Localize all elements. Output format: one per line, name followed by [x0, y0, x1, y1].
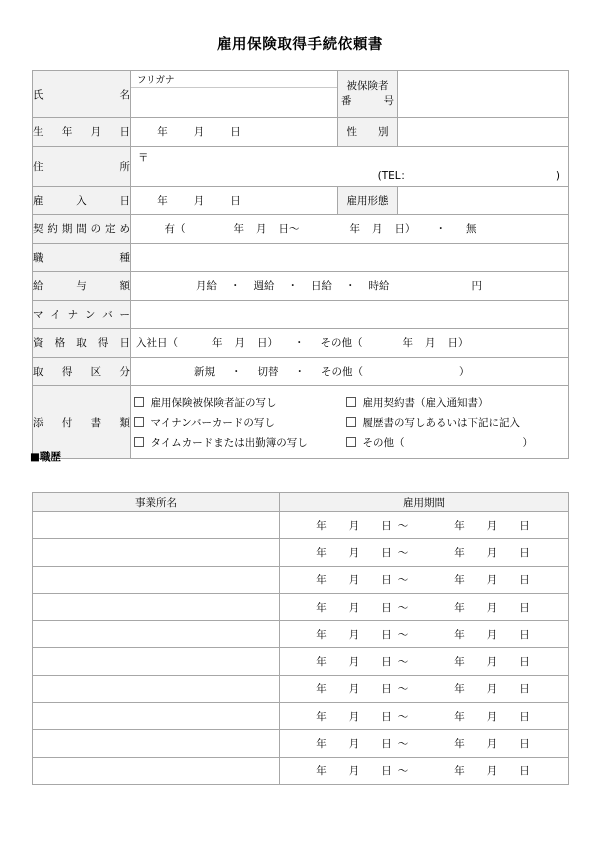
acquisition-type-other-close: ）: [459, 365, 470, 378]
work-history-period-start-month: 月: [348, 710, 360, 723]
qualification-other-year: 年: [402, 337, 413, 350]
work-history-period-end-month: 月: [486, 546, 498, 559]
table-row: [33, 566, 569, 593]
hire-date-input[interactable]: [131, 186, 338, 215]
label-employment-type: 雇用形態: [338, 186, 398, 215]
work-history-period-tilde: ～: [397, 574, 409, 587]
label-hire-date: 雇 入 日: [33, 186, 131, 215]
acquisition-type-new[interactable]: 新規: [194, 365, 215, 378]
work-history-company-input[interactable]: [33, 539, 280, 566]
table-row: [33, 621, 569, 648]
work-history-period-end-day: 日: [519, 683, 530, 696]
employment-insurance-form-table: [32, 70, 569, 459]
hire-date-year-unit: 年: [157, 194, 168, 207]
table-row-my-number: [33, 300, 569, 329]
table-row-name: [33, 71, 569, 118]
contract-term-yes[interactable]: 有（: [164, 223, 186, 236]
work-history-period-tilde: ～: [397, 628, 409, 641]
name-value-cell[interactable]: [131, 71, 338, 118]
work-history-company-input[interactable]: [33, 730, 280, 757]
work-history-period-start-month: 月: [348, 738, 360, 751]
contract-end-year: 年: [349, 223, 360, 236]
work-history-period-start-day: 日: [381, 656, 392, 669]
work-history-period-end-day: 日: [519, 656, 530, 669]
checkbox-icon[interactable]: [346, 397, 356, 407]
work-history-period-tilde: ～: [397, 710, 409, 723]
work-history-period-end-month: 月: [486, 574, 498, 587]
label-qualification-date: 資 格 取 得 日: [33, 329, 131, 358]
work-history-period-input[interactable]: [280, 512, 569, 539]
work-history-period-end-day: 日: [519, 765, 530, 778]
qualification-entry-day: 日）: [257, 337, 278, 350]
table-row: [33, 730, 569, 757]
qualification-separator: ・: [294, 337, 305, 350]
salary-sep-2: ・: [287, 280, 298, 293]
work-history-period-end-month: 月: [486, 601, 498, 614]
work-history-period-end-month: 月: [486, 519, 498, 532]
work-history-period-start-day: 日: [381, 738, 392, 751]
work-history-period-end-year: 年: [454, 574, 465, 587]
work-history-period-end-month: 月: [486, 656, 498, 669]
work-history-period-end-day: 日: [519, 574, 530, 587]
work-history-period-start-day: 日: [381, 765, 392, 778]
contract-separator: ・: [435, 223, 446, 236]
checkbox-label: 雇用保険被保険者証の写し: [150, 396, 277, 409]
gender-input[interactable]: [398, 118, 569, 147]
contract-start-day: 日～: [278, 223, 300, 236]
checkbox-icon[interactable]: [346, 437, 356, 447]
qualification-entry-month: 月: [234, 337, 245, 350]
work-history-period-end-month: 月: [486, 765, 498, 778]
qualification-entry-year: 年: [212, 337, 223, 350]
work-history-period-start-month: 月: [348, 628, 360, 641]
salary-monthly[interactable]: 月給: [196, 280, 217, 293]
table-row-hire-date: [33, 186, 569, 215]
work-history-period-tilde: ～: [397, 738, 409, 751]
work-history-period-end-day: 日: [519, 546, 530, 559]
column-header-company: 事業所名: [33, 493, 280, 512]
work-history-table: [32, 492, 569, 785]
attachments-cell: [131, 386, 569, 459]
attachment-row-1: [134, 392, 568, 412]
label-name: 氏 名: [33, 71, 131, 118]
work-history-period-end-day: 日: [519, 601, 530, 614]
work-history-period-start-month: 月: [348, 574, 360, 587]
work-history-company-input[interactable]: [33, 703, 280, 730]
acquisition-type-other[interactable]: その他（: [321, 365, 363, 378]
table-row-address: [33, 146, 569, 186]
work-history-period-end-year: 年: [454, 683, 465, 696]
table-row: [33, 512, 569, 539]
acquisition-sep-2: ・: [294, 365, 305, 378]
work-history-period-end-year: 年: [454, 738, 465, 751]
work-history-period-start-month: 月: [348, 519, 360, 532]
work-history-period-end-day: 日: [519, 519, 530, 532]
label-address: 住 所: [33, 146, 131, 186]
work-history-period-start-year: 年: [316, 683, 327, 696]
hire-date-day-unit: 日: [230, 194, 241, 207]
work-history-period-start-day: 日: [381, 574, 392, 587]
postal-mark-icon: 〒: [138, 151, 149, 164]
work-history-period-start-year: 年: [316, 710, 327, 723]
contract-term-input[interactable]: [131, 215, 569, 244]
table-row: [33, 593, 569, 620]
work-history-period-end-day: 日: [519, 710, 530, 723]
table-row: [33, 539, 569, 566]
work-history-period-tilde: ～: [397, 683, 409, 696]
work-history-period-start-day: 日: [381, 546, 392, 559]
label-my-number: マ イ ナ ン バ ー: [33, 300, 131, 329]
work-history-period-end-year: 年: [454, 628, 465, 641]
work-history-period-input[interactable]: [280, 621, 569, 648]
checkbox-label: その他（: [362, 436, 405, 449]
contract-end-month: 月: [372, 223, 383, 236]
birthdate-day-unit: 日: [230, 126, 241, 139]
salary-input[interactable]: [131, 272, 569, 301]
work-history-period-tilde: ～: [397, 656, 409, 669]
attachment-row-3: [134, 432, 568, 452]
birthdate-month-unit: 月: [193, 126, 205, 139]
work-history-company-input[interactable]: [33, 593, 280, 620]
work-history-period-end-month: 月: [486, 683, 498, 696]
work-history-period-tilde: ～: [397, 546, 409, 559]
work-history-period-start-year: 年: [316, 765, 327, 778]
qualification-other-label[interactable]: その他（: [320, 337, 363, 350]
work-history-period-input[interactable]: [280, 539, 569, 566]
checkbox-icon[interactable]: [134, 437, 144, 447]
telephone-field[interactable]: [378, 168, 560, 183]
furigana-label: フリガナ: [131, 71, 337, 88]
contract-term-no[interactable]: 無: [466, 223, 477, 236]
table-row: [33, 675, 569, 702]
qualification-date-input[interactable]: [131, 329, 569, 358]
name-input[interactable]: [131, 88, 337, 117]
acquisition-type-input[interactable]: [131, 357, 569, 386]
qualification-entry-date-label[interactable]: 入社日（: [136, 337, 178, 350]
work-history-company-input[interactable]: [33, 621, 280, 648]
work-history-period-tilde: ～: [397, 765, 409, 778]
work-history-period-start-year: 年: [316, 656, 327, 669]
work-history-period-start-month: 月: [348, 683, 360, 696]
work-history-period-end-year: 年: [454, 546, 465, 559]
birthdate-input[interactable]: [131, 118, 338, 147]
label-occupation: 職 種: [33, 243, 131, 272]
table-row: [33, 703, 569, 730]
work-history-company-input[interactable]: [33, 675, 280, 702]
table-row-birthdate: [33, 118, 569, 147]
birthdate-year-unit: 年: [157, 126, 168, 139]
address-input[interactable]: [131, 146, 569, 186]
checkbox-icon[interactable]: [134, 417, 144, 427]
label-telephone: (TEL：: [377, 169, 406, 182]
telephone-close-paren: ): [555, 169, 560, 182]
checkbox-attachment-insurance-certificate[interactable]: [134, 395, 346, 410]
qualification-other-day: 日）: [447, 337, 469, 350]
work-history-period-start-year: 年: [316, 546, 327, 559]
work-history-period-end-day: 日: [519, 628, 530, 641]
work-history-period-input[interactable]: [280, 703, 569, 730]
attachment-other-close-paren: ）: [522, 436, 533, 449]
work-history-header-row: [33, 493, 569, 512]
work-history-period-start-month: 月: [348, 656, 360, 669]
checkbox-attachment-resume[interactable]: [346, 415, 520, 430]
salary-unit: 円: [471, 280, 482, 293]
work-history-period-input[interactable]: [280, 675, 569, 702]
work-history-company-input[interactable]: [33, 512, 280, 539]
salary-sep-3: ・: [345, 280, 356, 293]
work-history-period-start-day: 日: [381, 710, 392, 723]
label-insured-number: [338, 71, 398, 118]
label-birthdate: 生 年 月 日: [33, 118, 131, 147]
work-history-period-end-year: 年: [454, 765, 465, 778]
work-history-period-end-year: 年: [454, 710, 465, 723]
table-row-contract-term: [33, 215, 569, 244]
my-number-input[interactable]: [131, 300, 569, 329]
insured-number-input[interactable]: [398, 71, 569, 118]
contract-start-month: 月: [256, 223, 267, 236]
table-row: [33, 648, 569, 675]
work-history-period-input[interactable]: [280, 648, 569, 675]
table-row: [33, 757, 569, 784]
contract-end-day: 日）: [394, 223, 416, 236]
label-attachments: 添 付 書 類: [33, 386, 131, 459]
work-history-period-end-year: 年: [454, 656, 465, 669]
label-insured-number-line1: 被保険者: [346, 79, 389, 92]
salary-sep-1: ・: [230, 280, 241, 293]
label-insured-number-line2: 番 号: [341, 95, 394, 107]
work-history-period-start-day: 日: [381, 683, 392, 696]
work-history-company-input[interactable]: [33, 566, 280, 593]
qualification-other-month: 月: [425, 337, 436, 350]
work-history-period-start-day: 日: [381, 628, 392, 641]
work-history-period-start-day: 日: [381, 601, 392, 614]
work-history-period-end-month: 月: [486, 710, 498, 723]
work-history-period-end-year: 年: [454, 601, 465, 614]
work-history-company-input[interactable]: [33, 757, 280, 784]
work-history-period-input[interactable]: [280, 593, 569, 620]
work-history-period-start-day: 日: [381, 519, 392, 532]
work-history-period-start-year: 年: [316, 738, 327, 751]
work-history-heading: ■職歴: [30, 451, 61, 463]
work-history-period-start-year: 年: [316, 574, 327, 587]
label-salary: 給 与 額: [33, 272, 131, 301]
table-row-acquisition-type: [33, 357, 569, 386]
checkbox-icon[interactable]: [134, 397, 144, 407]
salary-weekly[interactable]: 週給: [253, 280, 275, 293]
acquisition-sep-1: ・: [231, 365, 242, 378]
table-row-attachments: [33, 386, 569, 459]
work-history-period-start-month: 月: [348, 765, 360, 778]
table-row-salary: [33, 272, 569, 301]
checkbox-label: マイナンバーカードの写し: [150, 416, 275, 429]
employment-type-input[interactable]: [398, 186, 569, 215]
table-row-qualification-date: [33, 329, 569, 358]
checkbox-attachment-timecard[interactable]: [134, 435, 346, 450]
work-history-period-input[interactable]: [280, 757, 569, 784]
work-history-period-end-year: 年: [454, 519, 465, 532]
work-history-period-end-month: 月: [486, 628, 498, 641]
work-history-period-tilde: ～: [397, 601, 409, 614]
work-history-period-start-year: 年: [316, 601, 327, 614]
column-header-period: 雇用期間: [280, 493, 569, 512]
checkbox-label: 履歴書の写しあるいは下記に記入: [362, 416, 520, 429]
work-history-company-input[interactable]: [33, 648, 280, 675]
table-row-occupation: [33, 243, 569, 272]
label-acquisition-type: 取 得 区 分: [33, 357, 131, 386]
checkbox-attachment-other[interactable]: [346, 435, 533, 450]
contract-start-year: 年: [233, 223, 244, 236]
label-contract-term: 契約期間の定め: [33, 215, 131, 244]
work-history-period-start-year: 年: [316, 628, 327, 641]
occupation-input[interactable]: [131, 243, 569, 272]
checkbox-label: 雇用契約書（雇入通知書）: [362, 396, 489, 409]
salary-daily[interactable]: 日給: [311, 280, 332, 293]
work-history-period-tilde: ～: [397, 519, 409, 532]
label-gender: 性 別: [338, 118, 398, 147]
hire-date-month-unit: 月: [193, 194, 205, 207]
work-history-period-start-month: 月: [348, 546, 360, 559]
work-history-period-start-month: 月: [348, 601, 360, 614]
work-history-period-input[interactable]: [280, 566, 569, 593]
work-history-period-end-month: 月: [486, 738, 498, 751]
checkbox-attachment-my-number-card[interactable]: [134, 415, 346, 430]
work-history-period-input[interactable]: [280, 730, 569, 757]
salary-hourly[interactable]: 時給: [368, 280, 390, 293]
checkbox-attachment-employment-contract[interactable]: [346, 395, 489, 410]
work-history-period-end-day: 日: [519, 738, 530, 751]
work-history-period-start-year: 年: [316, 519, 327, 532]
attachment-row-2: [134, 412, 568, 432]
acquisition-type-switch[interactable]: 切替: [257, 365, 279, 378]
page-title: 雇用保険取得手続依頼書: [216, 37, 384, 53]
checkbox-label: タイムカードまたは出勤簿の写し: [150, 436, 308, 449]
checkbox-icon[interactable]: [346, 417, 356, 427]
